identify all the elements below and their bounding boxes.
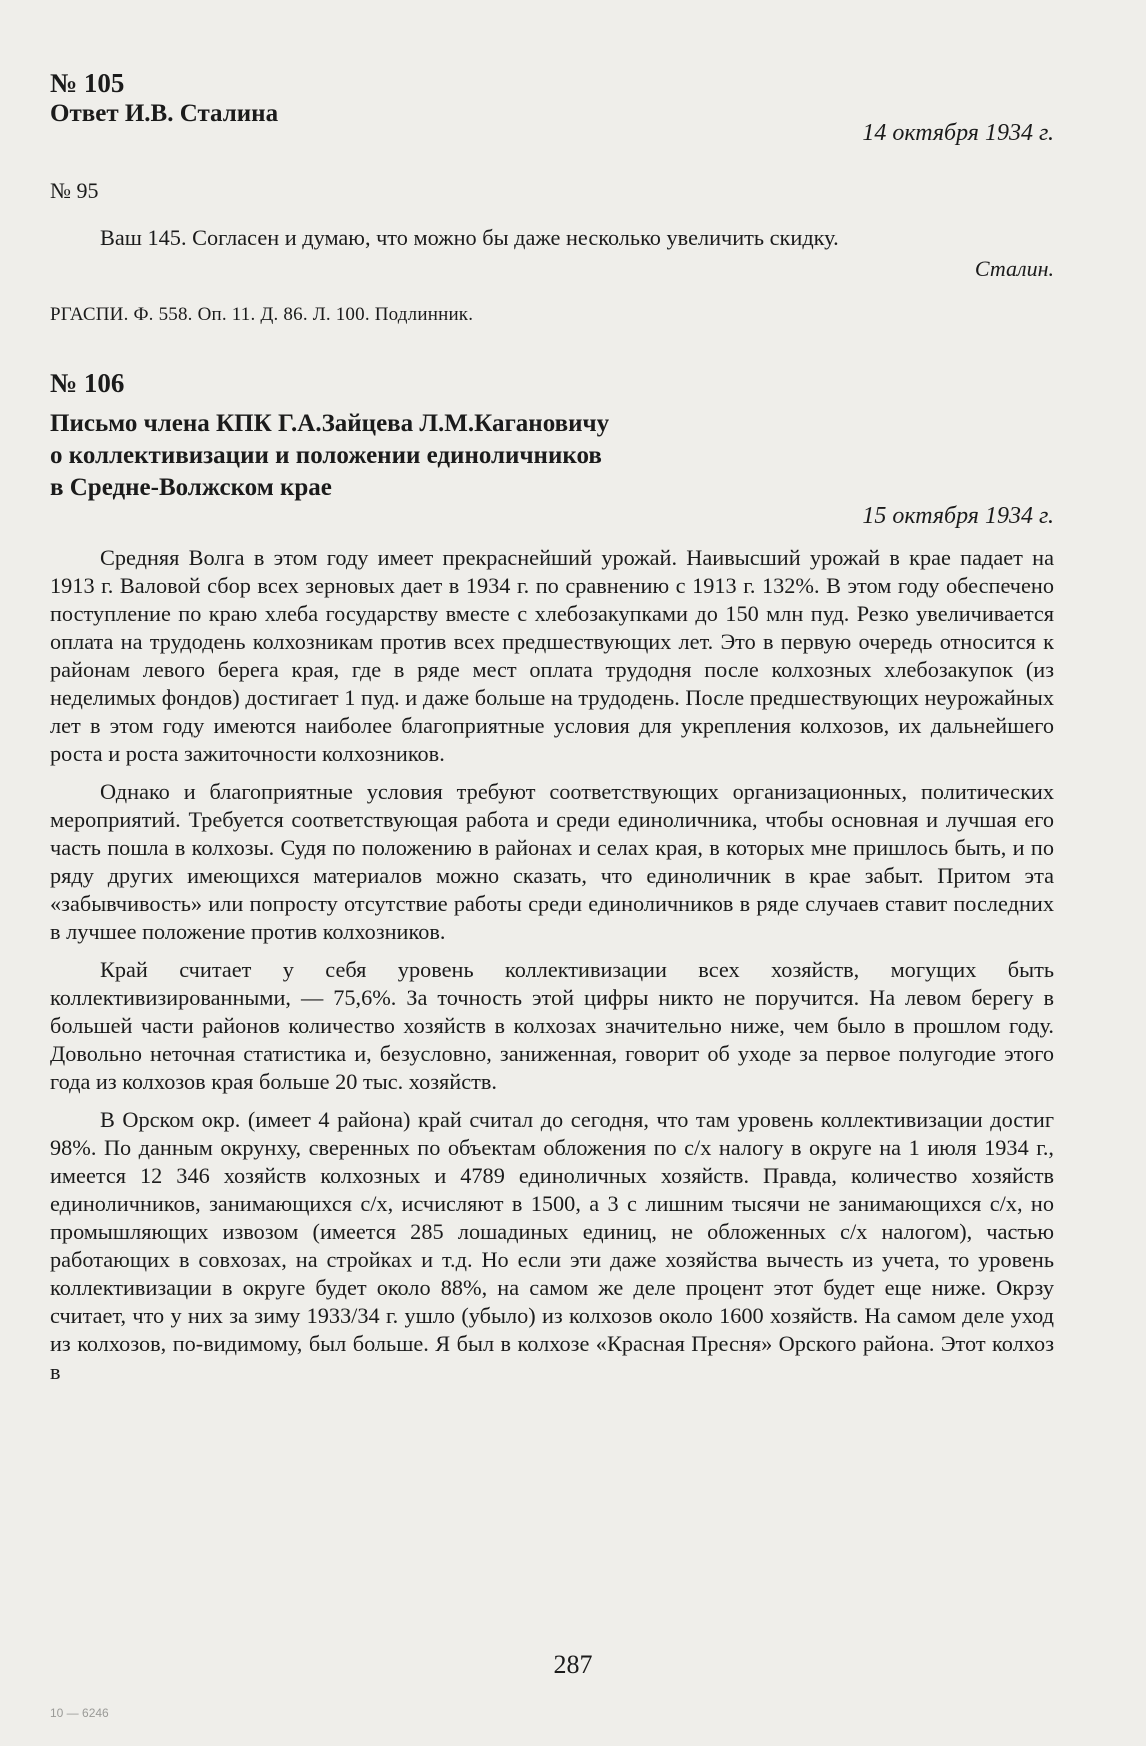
doc106-title-line-3: в Средне-Волжском крае: [50, 474, 332, 501]
printer-mark: 10 — 6246: [50, 1706, 109, 1720]
doc106-number: № 106: [50, 368, 125, 398]
doc106-paragraph-2: Однако и благоприятные условия требуют соответствующих организационных, политических мероприятий. Требуется соответствующая работа и среди единоличника, чтобы основная и лучшая его часть пошла в колхозы. Судя по положению в районах и селах края, в которых мне пришлось быть, и по ряду других имеющихся материалов можно сказать, что единоличник в крае забыт. Притом эта «забывчивость» или попросту отсутствие работы среди единоличников в ряде случаев ставит последних в лучшее положение против колхозников.: [50, 779, 1054, 944]
doc106-paragraph-4: В Орском окр. (имеет 4 района) край считал до сегодня, что там уровень коллективизации достиг 98%. По данным окрунху, сверенных по объектам обложения по с/х налогу в округе на 1 июля 1934 г., имеется 12 346 хозяйств колхозных и 4789 единоличных хозяйств. Правда, количество хозяйств единоличников, занимающихся с/х, исчисляют в 1500, а 3 с лишним тысячи не занимающихся с/х, но промышляющих извозом (имеется 285 лошадиных единиц, не обложенных с/х налогом), частью работающих в совхозах, на стройках и т.д. Но если эти даже хозяйства вычесть из учета, то уровень коллективизации в округе будет около 88%, на самом же деле процент этот будет еще ниже. Окрзу считает, что у них за зиму 1933/34 г. ушло (убыло) из колхозов около 1600 хозяйств. На самом деле уход из колхозов, по-видимому, был больше. Я был в колхозе «Красная Пресня» Орского района. Этот колхоз в: [50, 1107, 1054, 1384]
doc105-date: 14 октября 1934 г.: [862, 120, 1054, 146]
doc105-archive-reference: РГАСПИ. Ф. 558. Оп. 11. Д. 86. Л. 100. Подлинник.: [50, 304, 474, 325]
doc105-signature: Сталин.: [974, 256, 1054, 281]
doc106-paragraph-1: Средняя Волга в этом году имеет прекраснейший урожай. Наивысший урожай в крае падает на 1913 г. Валовой сбор всех зерновых дает в 1934 г. по сравнению с 1913 г. 132%. В этом году обеспечено поступление по краю хлеба государству вместе с хлебозакупками до 150 млн пуд. Резко увеличивается оплата на трудодень колхозникам против всех предшествующих лет. Это в первую очередь относится к районам левого берега края, где в ряде мест оплата трудодня после колхозных хлебозакупок (из неделимых фондов) достигает 1 пуд. и даже больше на трудодень. После предшествующих неурожайных лет в этом году имеются наиболее благоприятные условия для укрепления колхозов, их дальнейшего роста и роста зажиточности колхозников.: [50, 545, 1054, 766]
doc105-title-row: [50, 98, 1054, 146]
doc106-title-line-1: Письмо члена КПК Г.А.Зайцева Л.М.Кагановичу: [50, 410, 610, 437]
doc105-text: Ваш 145. Согласен и думаю, что можно бы даже несколько увеличить скидку.: [100, 225, 839, 250]
doc106-title-line-2: о коллективизации и положении единоличников: [50, 442, 602, 469]
page-number: 287: [553, 1650, 593, 1679]
doc105-number: № 105: [50, 68, 125, 98]
doc106-date: 15 октября 1934 г.: [862, 503, 1054, 529]
doc105-reference: № 95: [50, 178, 99, 203]
doc106-body: [50, 544, 1054, 1386]
doc105-title: Ответ И.В. Сталина: [50, 100, 279, 127]
doc106-title-block: [50, 408, 1054, 529]
doc106-paragraph-3: Край считает у себя уровень коллективизации всех хозяйств, могущих быть коллективизированными, — 75,6%. За точность этой цифры никто не поручится. На левом берегу в большей части районов количество хозяйств в колхозах значительно ниже, чем было в прошлом году. Довольно неточная статистика и, безусловно, заниженная, говорит об уходе за первое полугодие этого года из колхозов края больше 20 тыс. хозяйств.: [50, 957, 1054, 1094]
